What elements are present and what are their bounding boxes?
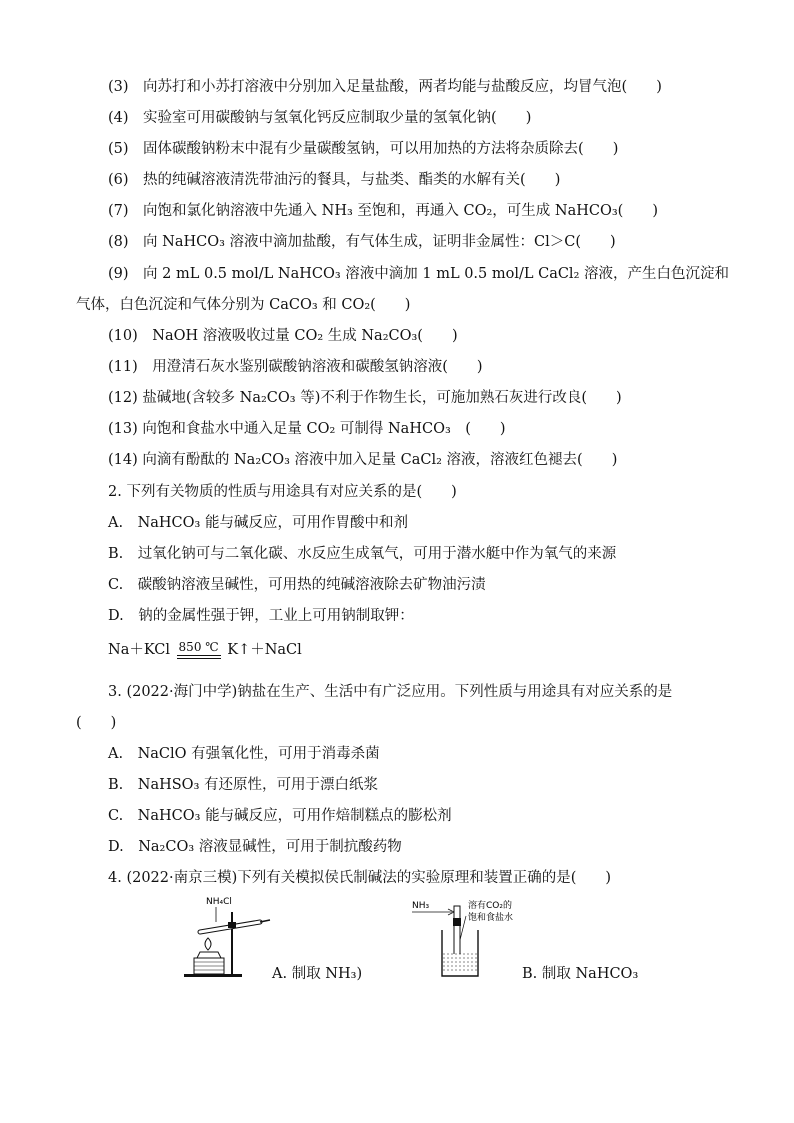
flame [205,938,211,950]
statement-5: (5) 固体碳酸钠粉末中混有少量碳酸氢钠，可以用加热的方法将杂质除去( ) [108,141,619,157]
question-2-option-b: B. 过氧化钠可与二氧化碳、水反应生成氧气，可用于潜水艇中作为氧气的来源 [108,546,617,562]
question-2: 2. 下列有关物质的性质与用途具有对应关系的是( ) [108,484,457,500]
apparatus-b-note-1: 溶有CO₂的 [468,901,512,911]
question-3-option-d: D. Na₂CO₃ 溶液显碱性，可用于制抗酸药物 [108,839,402,855]
apparatus-b-note-2: 饱和食盐水 [468,913,514,923]
question-3-option-b: B. NaHSO₃ 有还原性，可用于漂白纸浆 [108,777,378,793]
equation-double-line [177,655,221,659]
alcohol-lamp [197,952,221,958]
reaction-equation [108,638,302,659]
equation-products: K↑＋NaCl [227,642,302,658]
apparatus-b-figure [408,896,524,982]
statement-6: (6) 热的纯碱溶液清洗带油污的餐具，与盐类、酯类的水解有关( ) [108,172,561,188]
statement-8: (8) 向 NaHCO₃ 溶液中滴加盐酸，有气体生成，证明非金属性：Cl＞C( ) [108,234,616,250]
question-2-option-d: D. 钠的金属性强于钾，工业上可用钠制取钾： [108,608,414,624]
question-3-option-c: C. NaHCO₃ 能与碱反应，可用作焙制糕点的膨松剂 [108,808,452,824]
equation-temperature: 850 ℃ [178,640,219,654]
question-4: 4. (2022·南京三模)下列有关模拟侯氏制碱法的实验原理和装置正确的是( ) [108,870,612,886]
apparatus-b-caption: B. 制取 NaHCO₃ [522,966,639,982]
equation-reactants: Na＋KCl [108,642,171,658]
statement-13: (13) 向饱和食盐水中通入足量 CO₂ 可制得 NaHCO₃ ( ) [108,421,506,437]
statement-9-line1: (9) 向 2 mL 0.5 mol/L NaHCO₃ 溶液中滴加 1 mL 0.5 mol/L CaCl₂ 溶液，产生白色沉淀和 [108,266,729,282]
stopper [453,918,461,926]
statement-11: (11) 用澄清石灰水鉴别碳酸钠溶液和碳酸氢钠溶液( ) [108,359,483,375]
question-3-option-a: A. NaClO 有强氧化性，可用于消毒杀菌 [108,746,380,762]
statement-10: (10) NaOH 溶液吸收过量 CO₂ 生成 Na₂CO₃( ) [108,328,458,344]
equation-condition [177,640,221,659]
statement-9-line2: 气体，白色沉淀和气体分别为 CaCO₃ 和 CO₂( ) [76,297,411,313]
statement-12: (12) 盐碱地(含较多 Na₂CO₃ 等)不利于作物生长，可施加熟石灰进行改良( ) [108,390,622,406]
clamp [228,922,236,928]
question-2-option-c: C. 碳酸钠溶液呈碱性，可用热的纯碱溶液除去矿物油污渍 [108,577,486,593]
apparatus-a-reagent-label: NH₄Cl [206,897,232,907]
solution [443,954,477,975]
statement-3: (3) 向苏打和小苏打溶液中分别加入足量盐酸，两者均能与盐酸反应，均冒气泡( ) [108,79,662,95]
question-3-paren: ( ) [76,715,117,731]
question-3: 3. (2022·海门中学)钠盐在生产、生活中有广泛应用。下列性质与用途具有对应关系的是 [108,684,673,700]
statement-7: (7) 向饱和氯化钠溶液中先通入 NH₃ 至饱和，再通入 CO₂，可生成 NaHCO₃( ) [108,203,658,219]
statement-14: (14) 向滴有酚酞的 Na₂CO₃ 溶液中加入足量 CaCl₂ 溶液，溶液红色褪去( ) [108,452,618,468]
statement-4: (4) 实验室可用碳酸钠与氢氧化钙反应制取少量的氢氧化钠( ) [108,110,532,126]
apparatus-a-figure [180,892,276,982]
apparatus-b-gas-label: NH₃ [412,901,430,911]
question-2-option-a: A. NaHCO₃ 能与碱反应，可用作胃酸中和剂 [108,515,408,531]
apparatus-a-caption: A. 制取 NH₃) [272,966,363,982]
